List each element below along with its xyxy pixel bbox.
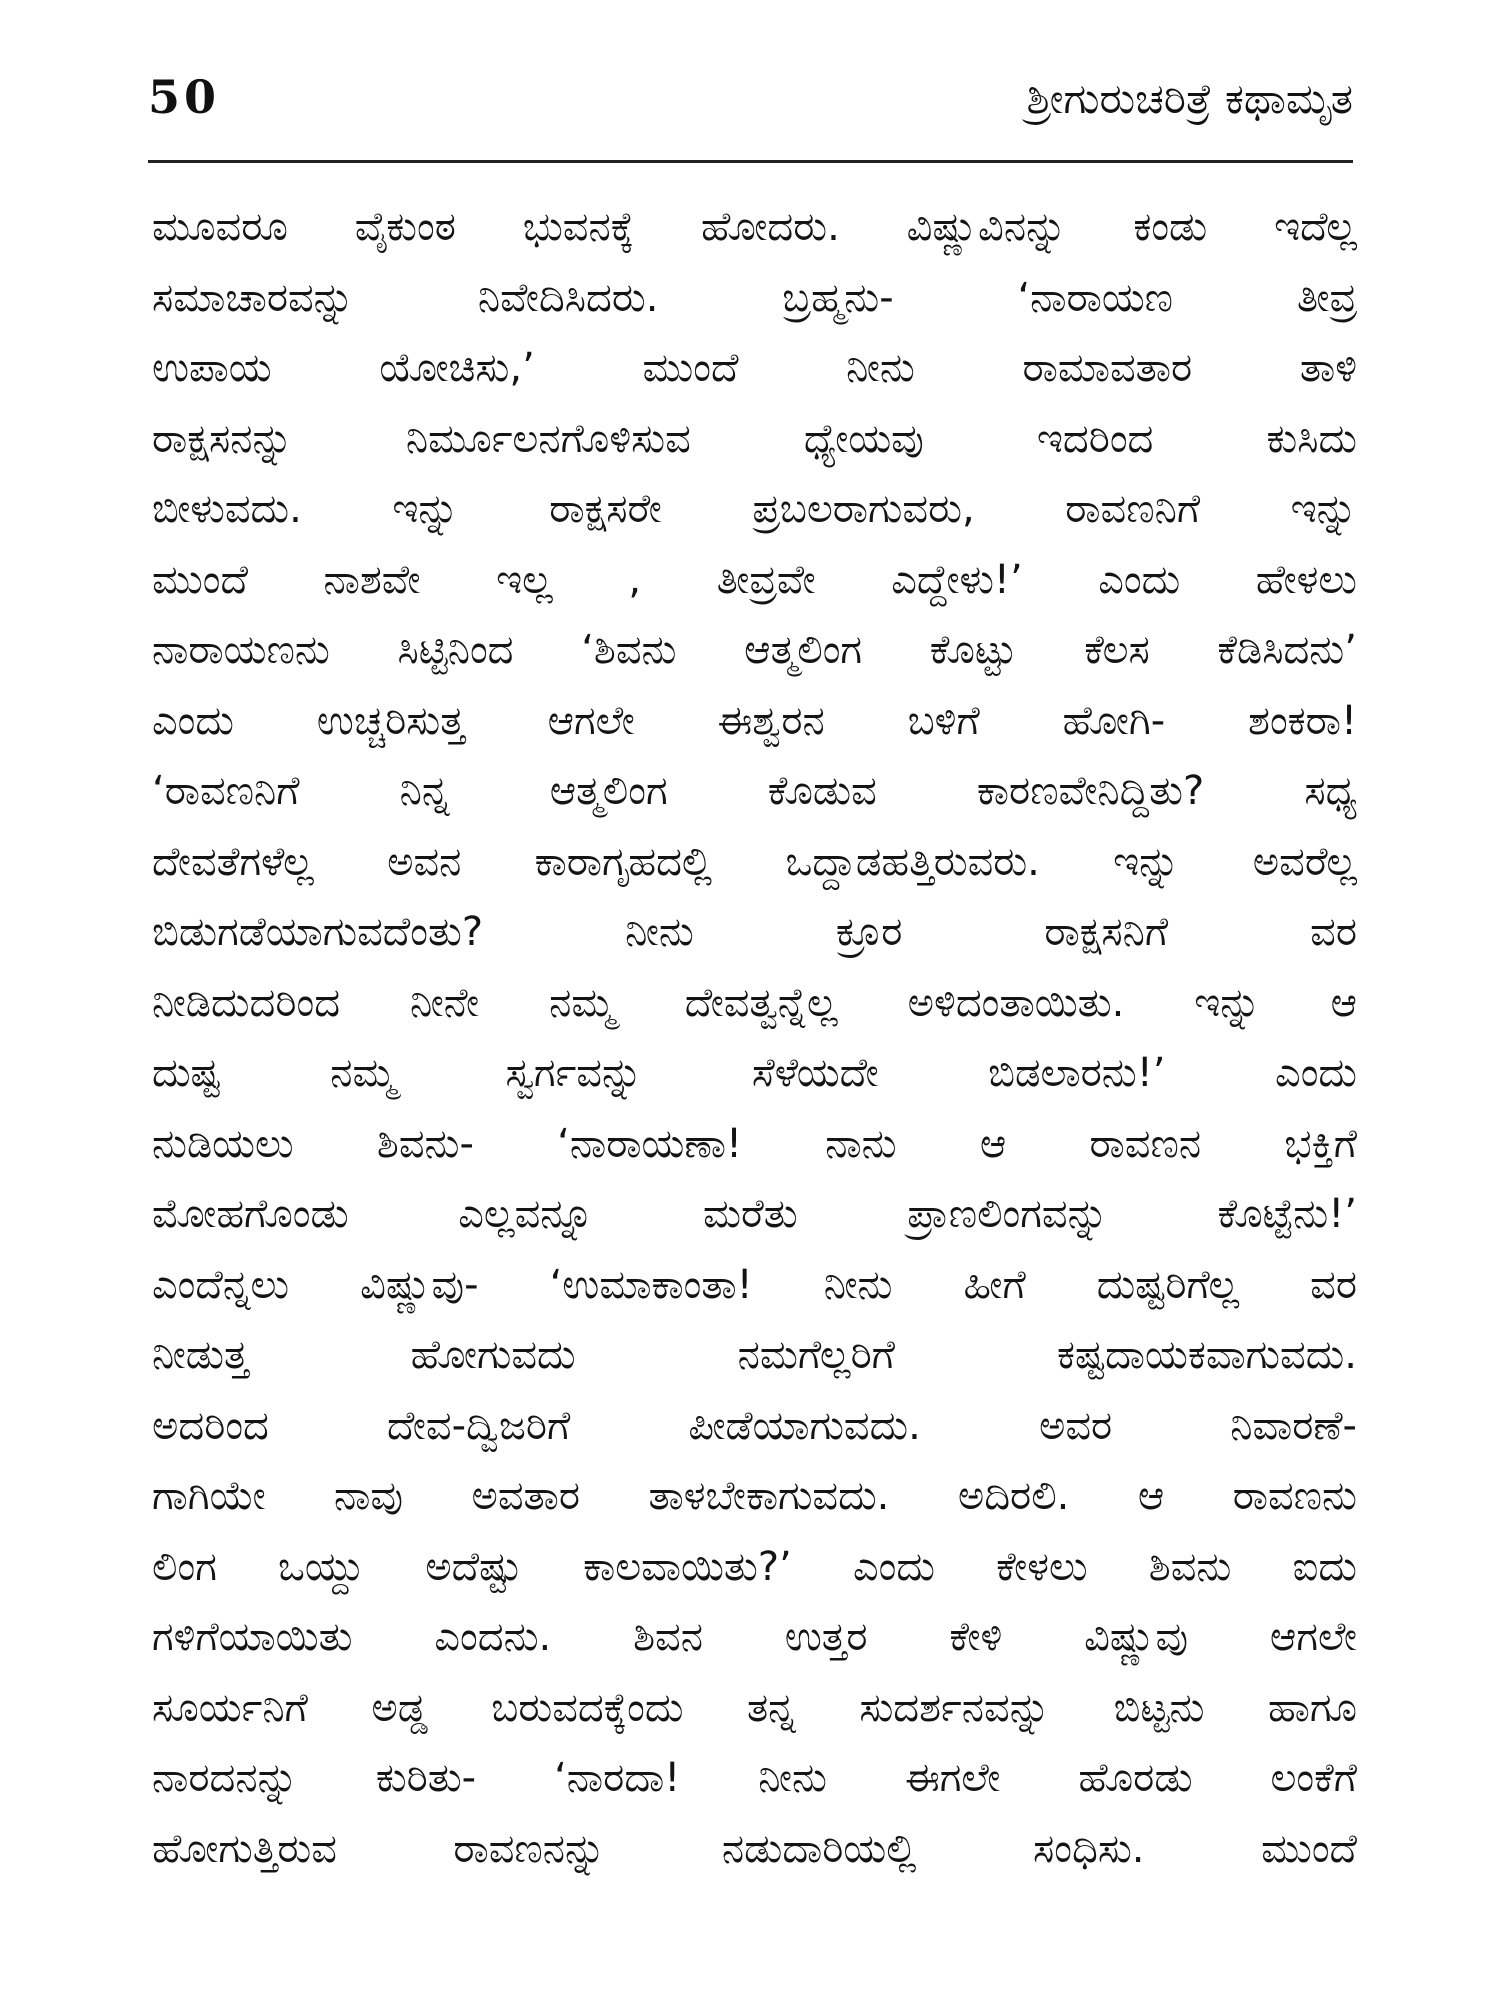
text-line: ಮೂವರೂ ವೈಕುಂಠ ಭುವನಕ್ಕೆ ಹೋದರು. ವಿಷ್ಣುವಿನನ್ನು ಕಂಡು ಇದೆಲ್ಲ <box>152 204 1357 250</box>
text-line: ನಾರದನನ್ನು ಕುರಿತು- ‘ನಾರದಾ! ನೀನು ಈಗಲೇ ಹೊರಡು ಲಂಕೆಗೆ <box>152 1755 1357 1801</box>
text-line: ಸೂರ್ಯನಿಗೆ ಅಡ್ಡ ಬರುವದಕ್ಕೆಂದು ತನ್ನ ಸುದರ್ಶನವನ್ನು ಬಿಟ್ಟನು ಹಾಗೂ <box>152 1684 1357 1731</box>
text-line: ಬಿಡುಗಡೆಯಾಗುವದೆಂತು? ನೀನು ಕ್ರೂರ ರಾಕ್ಷಸನಿಗೆ ವರ <box>152 909 1357 955</box>
text-line: ನೀಡಿದುದರಿಂದ ನೀನೇ ನಮ್ಮ ದೇವತ್ವನ್ನೆಲ್ಲ ಅಳಿದಂತಾಯಿತು. ಇನ್ನು ಆ <box>152 979 1357 1026</box>
text-line: ಲಿಂಗ ಒಯ್ದು ಅದೆಷ್ಟು ಕಾಲವಾಯಿತು?’ ಎಂದು ಕೇಳಲು ಶಿವನು ಐದು <box>152 1543 1357 1590</box>
text-line: ಅದರಿಂದ ದೇವ-ದ್ವಿಜರಿಗೆ ಪೀಡೆಯಾಗುವದು. ಅವರ ನಿವಾರಣೆ- <box>152 1402 1357 1449</box>
text-line: ಬೀಳುವದು. ಇನ್ನು ರಾಕ್ಷಸರೇ ಪ್ರಬಲರಾಗುವರು, ರಾವಣನಿಗೆ ಇನ್ನು <box>152 486 1357 532</box>
text-line: ಗಳಿಗೆಯಾಯಿತು ಎಂದನು. ಶಿವನ ಉತ್ತರ ಕೇಳಿ ವಿಷ್ಣುವು ಆಗಲೇ <box>152 1614 1357 1660</box>
text-line: ಗಾಗಿಯೇ ನಾವು ಅವತಾರ ತಾಳಬೇಕಾಗುವದು. ಅದಿರಲಿ. ಆ ರಾವಣನು <box>152 1473 1357 1519</box>
page-number: 50 <box>148 70 221 124</box>
text-line: ನಾರಾಯಣನು ಸಿಟ್ಟಿನಿಂದ ‘ಶಿವನು ಆತ್ಮಲಿಂಗ ಕೊಟ್ಟು ಕೆಲಸ ಕೆಡಿಸಿದನು’ <box>152 627 1357 673</box>
page-header <box>148 70 1353 140</box>
text-line: ಮುಂದೆ ನಾಶವೇ ಇಲ್ಲ , ತೀವ್ರವೇ ಎದ್ದೇಳು!’ ಎಂದು ಹೇಳಲು <box>152 556 1357 603</box>
text-line: ‘ರಾವಣನಿಗೆ ನಿನ್ನ ಆತ್ಮಲಿಂಗ ಕೊಡುವ ಕಾರಣವೇನಿದ್ದಿತು? ಸಧ್ಯ <box>152 768 1357 814</box>
text-line: ನೀಡುತ್ತ ಹೋಗುವದು ನಮಗೆಲ್ಲರಿಗೆ ಕಷ್ಟದಾಯಕವಾಗುವದು. <box>152 1332 1357 1378</box>
header-rule <box>148 160 1353 163</box>
text-line: ಮೋಹಗೊಂಡು ಎಲ್ಲವನ್ನೂ ಮರೆತು ಪ್ರಾಣಲಿಂಗವನ್ನು ಕೊಟ್ಟೆನು!’ <box>152 1191 1357 1237</box>
text-line: ಎಂದು ಉಚ್ಚರಿಸುತ್ತ ಆಗಲೇ ಈಶ್ವರನ ಬಳಿಗೆ ಹೋಗಿ- ಶಂಕರಾ! <box>152 697 1357 744</box>
text-line: ಉಪಾಯ ಯೋಚಿಸು,’ ಮುಂದೆ ನೀನು ರಾಮಾವತಾರ ತಾಳಿ <box>152 345 1357 391</box>
running-title: ಶ್ರೀಗುರುಚರಿತ್ರೆ ಕಥಾಮೃತ <box>1026 74 1353 123</box>
text-line: ಸಮಾಚಾರವನ್ನು ನಿವೇದಿಸಿದರು. ಬ್ರಹ್ಮನು- ‘ನಾರಾಯಣ ತೀವ್ರ <box>152 274 1357 321</box>
text-line: ಹೋಗುತ್ತಿರುವ ರಾವಣನನ್ನು ನಡುದಾರಿಯಲ್ಲಿ ಸಂಧಿಸು. ಮುಂದೆ <box>152 1825 1357 1872</box>
text-line: ದೇವತೆಗಳೆಲ್ಲ ಅವನ ಕಾರಾಗೃಹದಲ್ಲಿ ಒದ್ದಾಡಹತ್ತಿರುವರು. ಇನ್ನು ಅವರೆಲ್ಲ <box>152 838 1357 885</box>
text-line: ನುಡಿಯಲು ಶಿವನು- ‘ನಾರಾಯಣಾ! ನಾನು ಆ ರಾವಣನ ಭಕ್ತಿಗೆ <box>152 1120 1357 1167</box>
text-line: ಎಂದೆನ್ನಲು ವಿಷ್ಣುವು- ‘ಉಮಾಕಾಂತಾ! ನೀನು ಹೀಗೆ ದುಷ್ಟರಿಗೆಲ್ಲ ವರ <box>152 1261 1357 1308</box>
text-line: ರಾಕ್ಷಸನನ್ನು ನಿರ್ಮೂಲನಗೊಳಿಸುವ ಧ್ಯೇಯವು ಇದರಿಂದ ಕುಸಿದು <box>152 415 1357 462</box>
body-text <box>152 192 1357 1884</box>
text-line: ದುಷ್ಟ ನಮ್ಮ ಸ್ವರ್ಗವನ್ನು ಸೆಳೆಯದೇ ಬಿಡಲಾರನು!’ ಎಂದು <box>152 1050 1357 1096</box>
